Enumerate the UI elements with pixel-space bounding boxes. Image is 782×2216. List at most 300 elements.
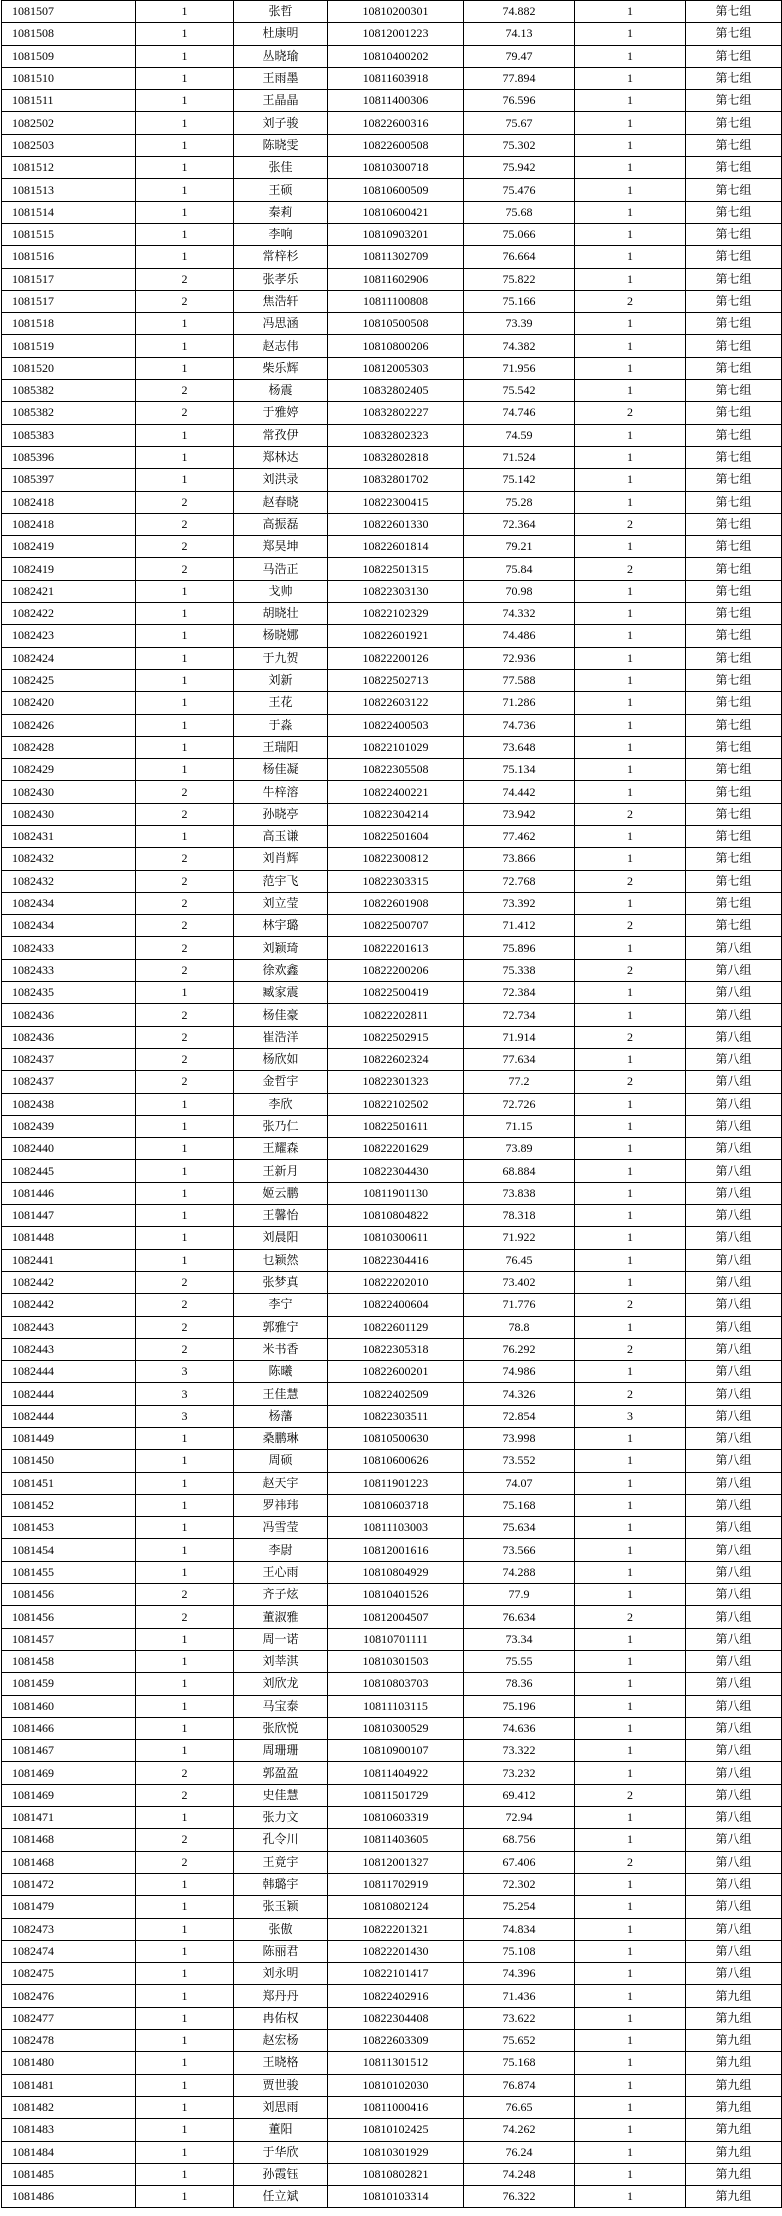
- score-cell: 74.326: [464, 1383, 575, 1405]
- exam-id-cell: 1081460: [2, 1695, 136, 1717]
- ticket-number-cell: 10822201321: [328, 1918, 464, 1940]
- score-cell: 71.286: [464, 692, 575, 714]
- name-cell: 常梓杉: [234, 246, 328, 268]
- choice-count-cell: 1: [136, 2074, 234, 2096]
- table-row: [2, 1985, 782, 2007]
- table-row: [2, 380, 782, 402]
- table-row: [2, 692, 782, 714]
- ticket-number-cell: 10810802821: [328, 2163, 464, 2185]
- choice-count-cell: 1: [136, 714, 234, 736]
- table-row: [2, 1762, 782, 1784]
- exam-id-cell: 1082436: [2, 1004, 136, 1026]
- exam-id-cell: 1082434: [2, 915, 136, 937]
- group-cell: 第八组: [686, 1494, 782, 1516]
- table-row: [2, 1115, 782, 1137]
- choice-count-cell: 1: [136, 1205, 234, 1227]
- table-row: [2, 1338, 782, 1360]
- score-cell: 74.834: [464, 1918, 575, 1940]
- score-cell: 71.524: [464, 446, 575, 468]
- choice-count-cell: 1: [136, 2052, 234, 2074]
- rank-cell: 1: [575, 647, 686, 669]
- rank-cell: 1: [575, 1561, 686, 1583]
- exam-id-cell: 1081515: [2, 223, 136, 245]
- choice-count-cell: 1: [136, 313, 234, 335]
- name-cell: 郑丹丹: [234, 1985, 328, 2007]
- rank-cell: 1: [575, 2096, 686, 2118]
- choice-count-cell: 1: [136, 357, 234, 379]
- name-cell: 刘立莹: [234, 892, 328, 914]
- choice-count-cell: 2: [136, 1004, 234, 1026]
- rank-cell: 1: [575, 1673, 686, 1695]
- rank-cell: 1: [575, 669, 686, 691]
- ticket-number-cell: 10822201430: [328, 1940, 464, 1962]
- score-cell: 71.956: [464, 357, 575, 379]
- score-cell: 78.36: [464, 1673, 575, 1695]
- group-cell: 第八组: [686, 1896, 782, 1918]
- name-cell: 刘洪录: [234, 469, 328, 491]
- group-cell: 第九组: [686, 2030, 782, 2052]
- group-cell: 第八组: [686, 1338, 782, 1360]
- table-row: [2, 1918, 782, 1940]
- table-row: [2, 2052, 782, 2074]
- group-cell: 第七组: [686, 335, 782, 357]
- choice-count-cell: 1: [136, 669, 234, 691]
- ticket-number-cell: 10822304408: [328, 2007, 464, 2029]
- exam-id-cell: 1081518: [2, 313, 136, 335]
- group-cell: 第八组: [686, 1584, 782, 1606]
- ticket-number-cell: 10811603918: [328, 67, 464, 89]
- rank-cell: 1: [575, 179, 686, 201]
- ticket-number-cell: 10812001327: [328, 1851, 464, 1873]
- exam-id-cell: 1081469: [2, 1762, 136, 1784]
- group-cell: 第八组: [686, 1004, 782, 1026]
- name-cell: 周珊珊: [234, 1740, 328, 1762]
- name-cell: 张梦真: [234, 1271, 328, 1293]
- name-cell: 赵春晓: [234, 491, 328, 513]
- group-cell: 第八组: [686, 1383, 782, 1405]
- choice-count-cell: 1: [136, 1, 234, 23]
- rank-cell: 1: [575, 1271, 686, 1293]
- exam-id-cell: 1082419: [2, 558, 136, 580]
- ticket-number-cell: 10810701111: [328, 1628, 464, 1650]
- name-cell: 孙晓亭: [234, 803, 328, 825]
- score-cell: 77.588: [464, 669, 575, 691]
- rank-cell: 1: [575, 2074, 686, 2096]
- group-cell: 第七组: [686, 892, 782, 914]
- ticket-number-cell: 10810600421: [328, 201, 464, 223]
- table-row: [2, 1160, 782, 1182]
- rank-cell: 1: [575, 937, 686, 959]
- exam-id-cell: 1081479: [2, 1896, 136, 1918]
- name-cell: 徐欢鑫: [234, 959, 328, 981]
- table-row: [2, 870, 782, 892]
- name-cell: 杨佳凝: [234, 759, 328, 781]
- score-cell: 73.34: [464, 1628, 575, 1650]
- ticket-number-cell: 10822600508: [328, 134, 464, 156]
- name-cell: 张佳: [234, 157, 328, 179]
- group-cell: 第七组: [686, 603, 782, 625]
- ticket-number-cell: 10822501611: [328, 1115, 464, 1137]
- group-cell: 第八组: [686, 1807, 782, 1829]
- group-cell: 第七组: [686, 201, 782, 223]
- rank-cell: 1: [575, 1985, 686, 2007]
- score-cell: 73.322: [464, 1740, 575, 1762]
- name-cell: 刘晨阳: [234, 1227, 328, 1249]
- exam-id-cell: 1081448: [2, 1227, 136, 1249]
- choice-count-cell: 2: [136, 1271, 234, 1293]
- rank-cell: 1: [575, 1249, 686, 1271]
- rank-cell: 1: [575, 313, 686, 335]
- score-cell: 75.84: [464, 558, 575, 580]
- choice-count-cell: 2: [136, 1048, 234, 1070]
- group-cell: 第七组: [686, 157, 782, 179]
- ticket-number-cell: 10822300812: [328, 848, 464, 870]
- ticket-number-cell: 10810900107: [328, 1740, 464, 1762]
- exam-id-cell: 1085397: [2, 469, 136, 491]
- name-cell: 杨藩: [234, 1405, 328, 1427]
- table-row: [2, 157, 782, 179]
- name-cell: 王佳慧: [234, 1383, 328, 1405]
- choice-count-cell: 1: [136, 2186, 234, 2208]
- choice-count-cell: 2: [136, 513, 234, 535]
- choice-count-cell: 1: [136, 67, 234, 89]
- choice-count-cell: 1: [136, 2163, 234, 2185]
- choice-count-cell: 1: [136, 1628, 234, 1650]
- rank-cell: 1: [575, 1, 686, 23]
- group-cell: 第七组: [686, 313, 782, 335]
- table-row: [2, 1539, 782, 1561]
- table-row: [2, 1316, 782, 1338]
- exam-id-cell: 1081456: [2, 1584, 136, 1606]
- exam-id-cell: 1082439: [2, 1115, 136, 1137]
- rank-cell: 1: [575, 1918, 686, 1940]
- table-row: [2, 1405, 782, 1427]
- score-cell: 71.922: [464, 1227, 575, 1249]
- table-row: [2, 1517, 782, 1539]
- choice-count-cell: 1: [136, 1249, 234, 1271]
- group-cell: 第八组: [686, 1227, 782, 1249]
- group-cell: 第八组: [686, 1249, 782, 1271]
- name-cell: 赵天宇: [234, 1472, 328, 1494]
- table-row: [2, 1071, 782, 1093]
- group-cell: 第八组: [686, 1316, 782, 1338]
- group-cell: 第九组: [686, 2007, 782, 2029]
- score-cell: 76.24: [464, 2141, 575, 2163]
- table-row: [2, 1584, 782, 1606]
- exam-id-cell: 1081450: [2, 1450, 136, 1472]
- name-cell: 孔令川: [234, 1829, 328, 1851]
- exam-id-cell: 1081451: [2, 1472, 136, 1494]
- ticket-number-cell: 10832802818: [328, 446, 464, 468]
- group-cell: 第八组: [686, 1428, 782, 1450]
- choice-count-cell: 1: [136, 1717, 234, 1739]
- score-cell: 69.412: [464, 1784, 575, 1806]
- name-cell: 于雅婷: [234, 402, 328, 424]
- name-cell: 秦莉: [234, 201, 328, 223]
- rank-cell: 1: [575, 268, 686, 290]
- ticket-number-cell: 10822501315: [328, 558, 464, 580]
- rank-cell: 1: [575, 2052, 686, 2074]
- table-row: [2, 1896, 782, 1918]
- score-cell: 72.726: [464, 1093, 575, 1115]
- score-cell: 72.854: [464, 1405, 575, 1427]
- ticket-number-cell: 10811302709: [328, 246, 464, 268]
- choice-count-cell: 2: [136, 1316, 234, 1338]
- score-cell: 76.634: [464, 1606, 575, 1628]
- ticket-number-cell: 10822201613: [328, 937, 464, 959]
- rank-cell: 1: [575, 1650, 686, 1672]
- choice-count-cell: 1: [136, 1807, 234, 1829]
- exam-id-cell: 1081468: [2, 1851, 136, 1873]
- score-cell: 73.622: [464, 2007, 575, 2029]
- choice-count-cell: 1: [136, 982, 234, 1004]
- rank-cell: 2: [575, 1851, 686, 1873]
- table-row: [2, 1784, 782, 1806]
- rank-cell: 2: [575, 915, 686, 937]
- rank-cell: 2: [575, 1606, 686, 1628]
- score-cell: 72.384: [464, 982, 575, 1004]
- name-cell: 胡晓壮: [234, 603, 328, 625]
- choice-count-cell: 1: [136, 1561, 234, 1583]
- rank-cell: 1: [575, 2119, 686, 2141]
- group-cell: 第八组: [686, 1673, 782, 1695]
- score-cell: 76.65: [464, 2096, 575, 2118]
- group-cell: 第八组: [686, 1873, 782, 1895]
- exam-id-cell: 1082434: [2, 892, 136, 914]
- choice-count-cell: 1: [136, 446, 234, 468]
- ticket-number-cell: 10822602324: [328, 1048, 464, 1070]
- table-row: [2, 2119, 782, 2141]
- choice-count-cell: 1: [136, 1539, 234, 1561]
- name-cell: 刘莘淇: [234, 1650, 328, 1672]
- ticket-number-cell: 10822305508: [328, 759, 464, 781]
- choice-count-cell: 1: [136, 1494, 234, 1516]
- name-cell: 孙霞钰: [234, 2163, 328, 2185]
- choice-count-cell: 2: [136, 915, 234, 937]
- score-cell: 73.942: [464, 803, 575, 825]
- exam-id-cell: 1081455: [2, 1561, 136, 1583]
- ticket-number-cell: 10810200301: [328, 1, 464, 23]
- score-cell: 77.894: [464, 67, 575, 89]
- ticket-number-cell: 10810102425: [328, 2119, 464, 2141]
- table-row: [2, 1650, 782, 1672]
- rank-cell: 1: [575, 223, 686, 245]
- choice-count-cell: 2: [136, 1338, 234, 1360]
- table-row: [2, 1182, 782, 1204]
- exam-id-cell: 1081452: [2, 1494, 136, 1516]
- group-cell: 第八组: [686, 1026, 782, 1048]
- choice-count-cell: 1: [136, 1115, 234, 1137]
- rank-cell: 1: [575, 1472, 686, 1494]
- table-row: [2, 1963, 782, 1985]
- exam-id-cell: 1082503: [2, 134, 136, 156]
- score-cell: 75.302: [464, 134, 575, 156]
- name-cell: 张玉颖: [234, 1896, 328, 1918]
- group-cell: 第七组: [686, 781, 782, 803]
- table-row: [2, 2074, 782, 2096]
- exam-id-cell: 1082418: [2, 513, 136, 535]
- exam-id-cell: 1082443: [2, 1316, 136, 1338]
- choice-count-cell: 1: [136, 1138, 234, 1160]
- rank-cell: 1: [575, 2141, 686, 2163]
- score-cell: 75.652: [464, 2030, 575, 2052]
- rank-cell: 1: [575, 1762, 686, 1784]
- choice-count-cell: 2: [136, 268, 234, 290]
- name-cell: 常孜伊: [234, 424, 328, 446]
- choice-count-cell: 2: [136, 892, 234, 914]
- name-cell: 杜康明: [234, 23, 328, 45]
- choice-count-cell: 1: [136, 1227, 234, 1249]
- group-cell: 第九组: [686, 2119, 782, 2141]
- group-cell: 第八组: [686, 1138, 782, 1160]
- ticket-number-cell: 10822201629: [328, 1138, 464, 1160]
- name-cell: 王竟宇: [234, 1851, 328, 1873]
- table-row: [2, 1807, 782, 1829]
- score-cell: 74.442: [464, 781, 575, 803]
- exam-id-cell: 1085383: [2, 424, 136, 446]
- score-cell: 74.59: [464, 424, 575, 446]
- name-cell: 王花: [234, 692, 328, 714]
- table-row: [2, 313, 782, 335]
- table-row: [2, 1205, 782, 1227]
- table-row: [2, 446, 782, 468]
- rank-cell: 1: [575, 1963, 686, 1985]
- rank-cell: 1: [575, 580, 686, 602]
- exam-id-cell: 1082477: [2, 2007, 136, 2029]
- rank-cell: 1: [575, 781, 686, 803]
- name-cell: 于九贺: [234, 647, 328, 669]
- choice-count-cell: 2: [136, 959, 234, 981]
- group-cell: 第八组: [686, 1740, 782, 1762]
- table-row: [2, 2030, 782, 2052]
- exam-id-cell: 1081511: [2, 90, 136, 112]
- group-cell: 第八组: [686, 959, 782, 981]
- name-cell: 杨欣如: [234, 1048, 328, 1070]
- choice-count-cell: 1: [136, 2007, 234, 2029]
- ticket-number-cell: 10811702919: [328, 1873, 464, 1895]
- table-row: [2, 491, 782, 513]
- score-cell: 73.232: [464, 1762, 575, 1784]
- ticket-number-cell: 10811901223: [328, 1472, 464, 1494]
- group-cell: 第七组: [686, 825, 782, 847]
- rank-cell: 2: [575, 803, 686, 825]
- ticket-number-cell: 10810300611: [328, 1227, 464, 1249]
- score-cell: 73.648: [464, 736, 575, 758]
- name-cell: 董淑雅: [234, 1606, 328, 1628]
- rank-cell: 2: [575, 959, 686, 981]
- score-cell: 74.882: [464, 1, 575, 23]
- score-cell: 75.142: [464, 469, 575, 491]
- group-cell: 第七组: [686, 67, 782, 89]
- name-cell: 高振磊: [234, 513, 328, 535]
- ticket-number-cell: 10822101029: [328, 736, 464, 758]
- name-cell: 王耀森: [234, 1138, 328, 1160]
- name-cell: 郑昊坤: [234, 536, 328, 558]
- rank-cell: 1: [575, 692, 686, 714]
- table-row: [2, 1494, 782, 1516]
- name-cell: 王硕: [234, 179, 328, 201]
- ticket-number-cell: 10822601814: [328, 536, 464, 558]
- score-cell: 79.47: [464, 45, 575, 67]
- group-cell: 第七组: [686, 580, 782, 602]
- exam-id-cell: 1081482: [2, 2096, 136, 2118]
- rank-cell: 1: [575, 848, 686, 870]
- score-cell: 77.2: [464, 1071, 575, 1093]
- exam-id-cell: 1081517: [2, 268, 136, 290]
- ticket-number-cell: 10822303511: [328, 1405, 464, 1427]
- rank-cell: 1: [575, 1160, 686, 1182]
- ticket-number-cell: 10822102329: [328, 603, 464, 625]
- name-cell: 冯思涵: [234, 313, 328, 335]
- choice-count-cell: 1: [136, 1428, 234, 1450]
- group-cell: 第九组: [686, 2186, 782, 2208]
- exam-id-cell: 1081471: [2, 1807, 136, 1829]
- exam-id-cell: 1081519: [2, 335, 136, 357]
- rank-cell: 1: [575, 2030, 686, 2052]
- name-cell: 臧家震: [234, 982, 328, 1004]
- ticket-number-cell: 10822202811: [328, 1004, 464, 1026]
- name-cell: 崔浩洋: [234, 1026, 328, 1048]
- rank-cell: 2: [575, 290, 686, 312]
- choice-count-cell: 1: [136, 1650, 234, 1672]
- table-row: [2, 1383, 782, 1405]
- group-cell: 第七组: [686, 558, 782, 580]
- score-cell: 74.746: [464, 402, 575, 424]
- ticket-number-cell: 10822601330: [328, 513, 464, 535]
- score-cell: 77.462: [464, 825, 575, 847]
- name-cell: 刘新: [234, 669, 328, 691]
- group-cell: 第七组: [686, 915, 782, 937]
- name-cell: 桑鹏琳: [234, 1428, 328, 1450]
- table-row: [2, 1829, 782, 1851]
- rank-cell: 1: [575, 892, 686, 914]
- exam-id-cell: 1082431: [2, 825, 136, 847]
- ticket-number-cell: 10822600201: [328, 1361, 464, 1383]
- exam-id-cell: 1081458: [2, 1650, 136, 1672]
- choice-count-cell: 1: [136, 1182, 234, 1204]
- score-cell: 72.364: [464, 513, 575, 535]
- ticket-number-cell: 10822200126: [328, 647, 464, 669]
- ticket-number-cell: 10810301503: [328, 1650, 464, 1672]
- table-row: [2, 759, 782, 781]
- choice-count-cell: 2: [136, 380, 234, 402]
- ticket-number-cell: 10810804929: [328, 1561, 464, 1583]
- name-cell: 刘思雨: [234, 2096, 328, 2118]
- exam-id-cell: 1081469: [2, 1784, 136, 1806]
- name-cell: 任立斌: [234, 2186, 328, 2208]
- exam-id-cell: 1082423: [2, 625, 136, 647]
- rank-cell: 2: [575, 402, 686, 424]
- choice-count-cell: 2: [136, 1026, 234, 1048]
- choice-count-cell: 1: [136, 179, 234, 201]
- score-cell: 75.822: [464, 268, 575, 290]
- rank-cell: 1: [575, 134, 686, 156]
- name-cell: 王新月: [234, 1160, 328, 1182]
- name-cell: 张欣悦: [234, 1717, 328, 1739]
- ticket-number-cell: 10812001616: [328, 1539, 464, 1561]
- group-cell: 第七组: [686, 469, 782, 491]
- exam-id-cell: 1082442: [2, 1294, 136, 1316]
- choice-count-cell: 1: [136, 1160, 234, 1182]
- ticket-number-cell: 10811301512: [328, 2052, 464, 2074]
- score-cell: 72.768: [464, 870, 575, 892]
- group-cell: 第八组: [686, 1851, 782, 1873]
- choice-count-cell: 2: [136, 1784, 234, 1806]
- name-cell: 郭雅宁: [234, 1316, 328, 1338]
- score-cell: 73.552: [464, 1450, 575, 1472]
- name-cell: 韩璐宇: [234, 1873, 328, 1895]
- table-row: [2, 625, 782, 647]
